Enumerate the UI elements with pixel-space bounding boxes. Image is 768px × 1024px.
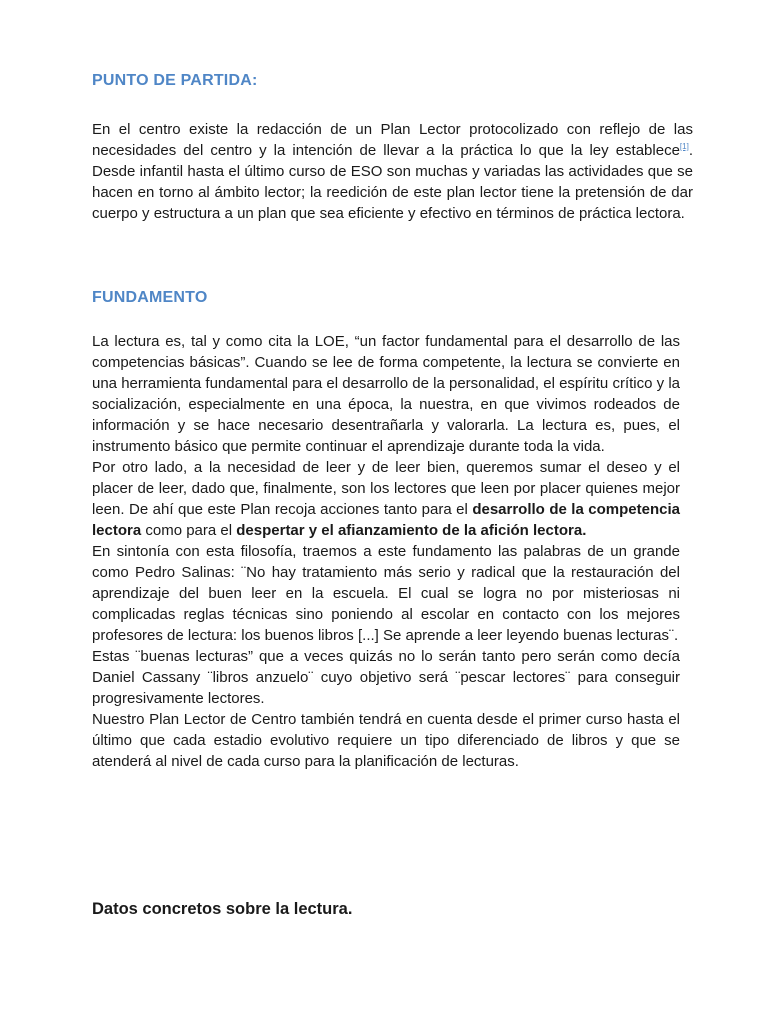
bold-text: despertar y el afianzamiento de la afición lectora. <box>236 522 587 539</box>
footnote-link[interactable]: [1] <box>679 142 689 151</box>
paragraph <box>92 457 680 541</box>
paragraph-text: Por otro lado, a la necesidad de leer y de leer bien, queremos sumar el deseo y el placer de leer, dado que, finalmente, son los lectores que leen por placer quienes mejor leen. De ahí que este Plan recoja acciones tanto para el <box>92 459 680 518</box>
paragraph: En sintonía con esta filosofía, traemos a este fundamento las palabras de un grande como Pedro Salinas: ¨No hay tratamiento más serio y radical que la restauración del aprendizaje del buen leer en la escuela. El cual se logra no por misteriosas ni complicadas reglas técnicas sino poniendo al escolar en contacto con los mejores profesores de lectura: los buenos libros [...] Se aprende a leer leyendo buenas lecturas¨. <box>92 543 680 644</box>
paragraph-text: como para el <box>141 522 237 539</box>
paragraph <box>92 119 693 224</box>
paragraph: La lectura es, tal y como cita la LOE, “un factor fundamental para el desarrollo de las competencias básicas”. Cuando se lee de forma competente, la lectura se convierte en una herramienta fundamental para el desarrollo de la personalidad, el espíritu crítico y la socialización, especialmente en una época, la nuestra, en que vivimos rodeados de información y se hace necesario desentrañarla y valorarla. La lectura es, pues, el instrumento básico que permite continuar el aprendizaje durante toda la vida. <box>92 333 680 455</box>
paragraph: Estas ¨buenas lecturas” que a veces quizás no lo serán tanto pero serán como decía Daniel Cassany ¨libros anzuelo¨ cuyo objetivo será ¨pescar lectores¨ para conseguir progresivamente lectores. <box>92 648 680 707</box>
section-heading-datos-concretos: Datos concretos sobre la lectura. <box>92 900 353 918</box>
section-heading-fundamento: FUNDAMENTO <box>92 289 208 306</box>
bold-text: desarrollo de la competencia lectora <box>92 501 680 539</box>
paragraph: Nuestro Plan Lector de Centro también tendrá en cuenta desde el primer curso hasta el último que cada estadio evolutivo requiere un tipo diferenciado de libros y que se atenderá al nivel de cada curso para la planificación de lecturas. <box>92 711 680 770</box>
section-body-punto-de-partida <box>92 119 693 224</box>
section-heading-punto-de-partida: PUNTO DE PARTIDA: <box>92 72 258 89</box>
paragraph-text: En el centro existe la redacción de un Plan Lector protocolizado con reflejo de las necesidades del centro y la intención de llevar a la práctica lo que la ley establece <box>92 121 693 159</box>
paragraph-text: . Desde infantil hasta el último curso de ESO son muchas y variadas las actividades que se hacen en torno al ámbito lector; la reedición de este plan lector tiene la pretensión de dar cuerpo y estructura a un plan que sea eficiente y efectivo en términos de práctica lectora. <box>92 142 693 222</box>
section-body-fundamento <box>92 331 680 772</box>
